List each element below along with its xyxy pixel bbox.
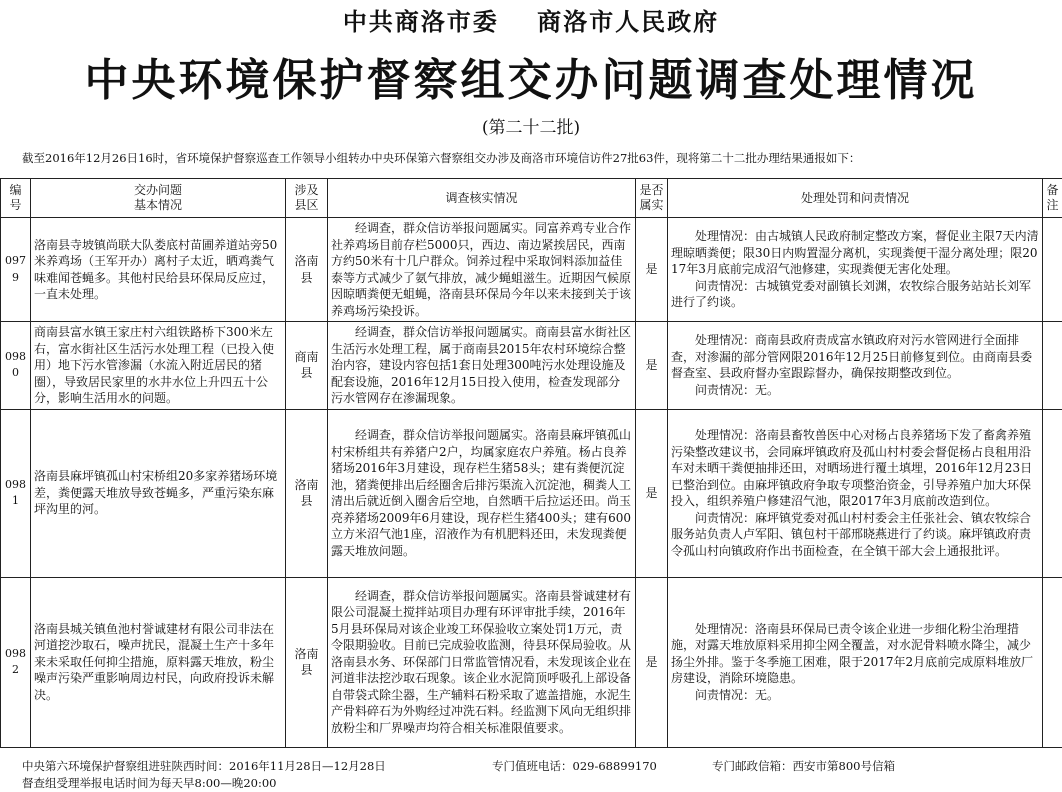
row-note xyxy=(1043,218,1062,322)
row-verified: 是 xyxy=(636,409,668,577)
row-findings: 经调查，群众信访举报问题属实。同富养鸡专业合作社养鸡场目前存栏5000只，西边、南边紧挨居民，西南方约50米有十几户群众。饲养过程中采取饲料添加益佳泰等方式减少了氨气排放，减少蝇蛆滋生。近期因气候原因晾晒粪便无蛆蝇，洛南县环保局今年以来未接到关于该养鸡场污染投诉。 xyxy=(328,218,636,322)
header-no: 编号 xyxy=(1,179,31,218)
row-area: 商南县 xyxy=(286,322,328,410)
footer-time: 中央第六环境保护督察组进驻陕西时间：2016年11月28日—12月28日 xyxy=(22,759,386,773)
row-issue: 洛南县寺坡镇尚联大队娄底村苗圃养道站旁50米养鸡场（王军开办）离村子太近，晒鸡粪气味难闻苍蝇多。其他村民给县环保局反应过，一直未处理。 xyxy=(31,218,286,322)
header-organizations xyxy=(0,2,1062,37)
table-row xyxy=(1,218,1062,322)
intro-text: 截至2016年12月26日16时，省环境保护督察巡查工作领导小组转办中央环保第六督察组交办涉及商洛市环境信访件27批63件，现将第二十二批办理结果通报如下： xyxy=(22,151,861,165)
header-note xyxy=(1043,179,1062,218)
row-area: 洛南县 xyxy=(286,218,328,322)
footer-phone: 专门值班电话：029-68899170 xyxy=(492,759,657,773)
header-issue xyxy=(31,179,286,218)
row-accountability-text: 问责情况：麻坪镇党委对孤山村村委会主任张社会、镇农牧综合服务站负责人卢军阳、镇包村干部邢晓燕进行了约谈。麻坪镇政府责令孤山村向镇政府作出书面检查，在全镇干部大会上通报批评。 xyxy=(671,510,1032,558)
header-org-party: 中共商洛市委 xyxy=(342,7,499,36)
footer-line-1 xyxy=(22,758,895,774)
header-issue-line1: 交办问题 xyxy=(133,183,182,197)
header-area xyxy=(286,179,328,218)
table-row xyxy=(1,322,1062,410)
row-area: 洛南县 xyxy=(286,577,328,747)
header-area-line2: 县区 xyxy=(294,198,319,212)
row-accountability-text: 问责情况：无。 xyxy=(695,687,780,702)
row-issue: 洛南县麻坪镇孤山村宋桥组20多家养猪场环境差，粪便露天堆放导致苍蝇多，严重污染东麻坪沟里的河。 xyxy=(31,409,286,577)
table-row xyxy=(1,577,1062,747)
row-verified: 是 xyxy=(636,218,668,322)
row-no: 0982 xyxy=(1,577,31,747)
row-findings: 经调查，群众信访举报问题属实。商南县富水街社区生活污水处理工程，属于商南县2015年农村环境综合整治内容，建设内容包括1套日处理300吨污水处理设施及配套设施，2016年12月15日投入使用，检查发现部分污水管网存在渗漏现象。 xyxy=(328,322,636,410)
row-findings: 经调查，群众信访举报问题属实。洛南县麻坪镇孤山村宋桥组共有养猪户2户，均属家庭农户养殖。杨占良养猪场2016年3月建设，现存栏生猪58头；建有粪便沉淀池，猪粪便排出后经圈舍后排污渠流入沉淀池，稠粪人工清出后就近倒入圈舍后空地，自然晒干后拉运还田。尚玉亮养猪场2009年6月建设，现存栏生猪400头；建有600立方米沼气池1座，沼液作为有机肥料还田，未发现粪便露天堆放问题。 xyxy=(328,409,636,577)
header-handling: 处理处罚和问责情况 xyxy=(668,179,1043,218)
row-accountability-text: 问责情况：古城镇党委对副镇长刘渊，农牧综合服务站站长刘军进行了约谈。 xyxy=(671,278,1032,310)
row-note xyxy=(1043,409,1062,577)
header-verified-line2: 属实 xyxy=(639,198,664,212)
header-note-line2: 注 xyxy=(1046,198,1059,212)
issues-table xyxy=(0,178,1062,748)
row-area: 洛南县 xyxy=(286,409,328,577)
row-issue: 商南县富水镇王家庄村六组铁路桥下300米左右，富水街社区生活污水处理工程（已投入使用）地下污水管渗漏（水流入附近居民的猪圈），导致居民家里的水井水位上升四五十公分，影响生活用水的问题。 xyxy=(31,322,286,410)
header-verified-line1: 是否 xyxy=(639,183,664,197)
row-no: 0979 xyxy=(1,218,31,322)
table-row xyxy=(1,409,1062,577)
row-handling-text: 处理情况：洛南县环保局已责令该企业进一步细化粉尘治理措施，对露天堆放原料采用抑尘网全覆盖，对水泥骨料喷水降尘，减少扬尘外排。鉴于冬季施工困难，限于2017年2月底前完成原料堆放厂房建设，消除环境隐患。 xyxy=(671,621,1034,686)
row-handling xyxy=(668,409,1043,577)
row-findings: 经调查，群众信访举报问题属实。洛南县誉诚建材有限公司混凝土搅拌站项目办理有环评审批手续，2016年5月县环保局对该企业竣工环保验收立案处罚1万元，责令限期验收。目前已完成验收监测，待县环保局验收。从洛南县水务、环保部门日常监管情况看，未发现该企业在河道非法挖沙取石现象。该企业水泥筒顶呼吸孔上部设备自带袋式除尘器，生产辅料石粉采取了遮盖措施，水泥生产骨料碎石为外购经过冲洗石料。经监测下风向无组织排放粉尘和厂界噪声均符合相关标准限值要求。 xyxy=(328,577,636,747)
header-issue-line2: 基本情况 xyxy=(133,198,182,212)
page-title: 中央环境保护督察组交办问题调查处理情况 xyxy=(84,55,978,106)
row-handling-text: 处理情况：商南县政府责成富水镇政府对污水管网进行全面排查，对渗漏的部分管网限2016年12月25日前修复到位。由商南县委督查室、县政府督办室跟踪督办，确保按期整改到位。 xyxy=(671,333,1033,381)
row-accountability-text: 问责情况：无。 xyxy=(695,382,780,397)
table-header-row xyxy=(1,179,1062,218)
row-no: 0981 xyxy=(1,409,31,577)
row-verified: 是 xyxy=(636,577,668,747)
row-handling-text: 处理情况：由古城镇人民政府制定整改方案，督促业主限7天内清理晾晒粪便；限30日内购置湿分离机，实现粪便干湿分离处理；限2017年3月底前完成沼气池修建，实现粪便无害化处理。 xyxy=(671,229,1039,277)
header-findings: 调查核实情况 xyxy=(328,179,636,218)
row-handling-text: 处理情况：洛南县畜牧兽医中心对杨占良养猪场下发了畜禽养殖污染整改建议书，会同麻坪镇政府及孤山村村委会督促杨占良租用沿车对未晒干粪便抽排还田，对晒场进行覆土填埋，2016年12月23日已整治到位。由麻坪镇政府争取专项整治资金，引导养殖户加大环保投入，组织养殖户修建沼气池，限2017年3月底前改造到位。 xyxy=(671,428,1033,508)
row-note xyxy=(1043,577,1062,747)
footer-hours: 督查组受理举报电话时间为每天早8:00—晚20:00 xyxy=(22,776,277,790)
batch-label: (第二十二批) xyxy=(481,118,581,138)
header-org-government: 商洛市人民政府 xyxy=(537,7,720,36)
row-issue: 洛南县城关镇鱼池村誉诚建材有限公司非法在河道挖沙取石，噪声扰民，混凝土生产十多年来未采取任何抑尘措施，原料露天堆放，粉尘噪声污染严重影响周边村民，向政府投诉未解决。 xyxy=(31,577,286,747)
header-area-line1: 涉及 xyxy=(294,183,319,197)
row-handling xyxy=(668,322,1043,410)
header-verified xyxy=(636,179,668,218)
row-handling xyxy=(668,577,1043,747)
row-handling xyxy=(668,218,1043,322)
footer-mailbox: 专门邮政信箱：西安市第800号信箱 xyxy=(712,759,895,773)
row-no: 0980 xyxy=(1,322,31,410)
row-note xyxy=(1043,322,1062,410)
row-verified: 是 xyxy=(636,322,668,410)
header-note-line1: 备 xyxy=(1046,183,1059,197)
